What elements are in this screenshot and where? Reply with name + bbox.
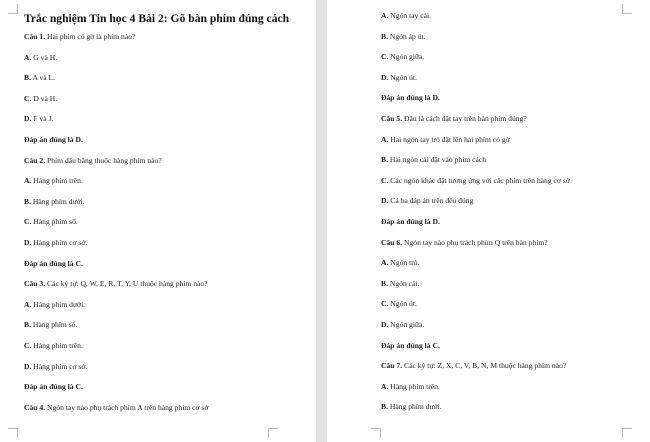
line-text: Hàng phím trên. [388, 381, 440, 391]
line-text: Cả ba đáp án trên đều đúng [388, 196, 474, 206]
line-text: D và H. [31, 93, 58, 103]
question-line [381, 320, 424, 330]
line-text: Ngón út. [388, 72, 417, 82]
line-text: Ngón giữa. [388, 320, 425, 329]
line-label: Câu 2. [24, 155, 46, 165]
line-text: Ngón tay nào phụ trách phím Q trên bàn phím? [402, 237, 548, 247]
line-text: Ngón út. [388, 299, 417, 309]
line-label: A. [381, 258, 389, 268]
line-text: Hàng phím dưới. [387, 402, 442, 412]
question-line [381, 238, 548, 248]
question-line [24, 362, 87, 372]
line-label: B. [381, 278, 388, 288]
document-page-right [327, 0, 650, 442]
line-label: Câu 1. [24, 32, 46, 41]
question-line [24, 217, 78, 227]
question-line [24, 238, 87, 248]
line-label: Đáp án đúng là D. [24, 135, 83, 144]
line-label: C. [381, 299, 389, 309]
question-line [381, 73, 417, 83]
question-line [381, 361, 566, 371]
question-line [24, 279, 208, 289]
line-label: A. [381, 11, 389, 20]
line-text: Hàng phím dưới. [30, 196, 85, 206]
question-line [381, 93, 440, 103]
line-label: A. [24, 176, 32, 186]
line-label: A. [24, 52, 32, 62]
line-text: Hai ngón cái đặt vào phím cách [387, 155, 487, 165]
line-label: Câu 3. [24, 279, 46, 289]
line-label: Câu 5. [381, 114, 403, 123]
question-line [24, 382, 83, 392]
line-label: B. [381, 155, 388, 165]
line-label: C. [24, 217, 32, 227]
page-gap [316, 0, 327, 442]
line-label: D. [381, 320, 389, 329]
line-text: Các ký tự: Q, W, E, R, T, Y, U thuộc hàng phím nào? [45, 279, 208, 289]
question-line [381, 402, 442, 412]
line-label: Đáp án đúng là C. [381, 340, 440, 350]
line-text: Hàng phím cơ sở. [31, 361, 88, 371]
question-line [381, 114, 527, 124]
question-line [24, 53, 57, 63]
line-label: C. [381, 175, 389, 185]
question-line [381, 217, 440, 227]
line-text: Hai ngón tay trỏ đặt lên hai phím có gờ [388, 134, 510, 144]
question-line [24, 73, 55, 83]
line-text: A và L. [30, 73, 56, 83]
line-label: Câu 4. [24, 402, 46, 412]
line-label: D. [24, 361, 32, 371]
line-label: D. [24, 114, 32, 124]
question-line [381, 279, 419, 289]
line-label: A. [381, 134, 389, 144]
question-line [381, 341, 440, 351]
question-line [24, 403, 208, 413]
line-label: Câu 6. [381, 237, 403, 247]
line-label: D. [381, 196, 389, 206]
line-text: Ngón giữa. [388, 52, 425, 62]
line-text: F và J. [31, 114, 54, 124]
line-text: Ngón trỏ. [388, 258, 420, 268]
line-text: Phím dấu bằng thuộc hàng phím nào? [45, 155, 162, 165]
line-text: Hàng phím số. [30, 320, 78, 330]
question-line [24, 135, 83, 145]
page-corner-mark [622, 4, 632, 14]
question-line [381, 52, 424, 62]
page-corner-mark [622, 428, 632, 438]
question-line [381, 382, 440, 392]
line-text: Hàng phím cơ sở. [31, 238, 88, 247]
line-text: Ngón tay cái. [388, 11, 431, 20]
line-text: Ngón cái. [387, 278, 420, 288]
line-label: B. [24, 73, 31, 83]
line-label: Đáp án đúng là C. [24, 258, 83, 268]
line-text: Các ngón khác đặt tương ứng với các phím trên hàng cơ sở [388, 175, 570, 185]
question-line [24, 32, 135, 42]
line-label: Đáp án đúng là C. [24, 382, 83, 392]
line-label: C. [24, 93, 32, 103]
page-corner-mark [8, 4, 18, 14]
question-line [24, 114, 53, 124]
line-text: G và H. [31, 52, 58, 62]
line-label: B. [381, 402, 388, 412]
question-line [24, 341, 83, 351]
line-label: B. [24, 196, 31, 206]
question-line [381, 258, 419, 268]
line-label: D. [24, 238, 32, 247]
line-text: Ngón tay nào phụ trách phím A trên hàng phím cơ sở [45, 402, 209, 412]
page-corner-mark [268, 428, 278, 438]
line-label: D. [381, 72, 389, 82]
line-label: B. [24, 320, 31, 330]
line-text: Hàng phím trên. [31, 176, 83, 186]
question-line [381, 176, 570, 186]
line-text: Đâu là cách đặt tay trên bàn phím đúng? [402, 114, 527, 123]
question-line [24, 156, 162, 166]
question-line [24, 197, 85, 207]
line-text: Hàng phím trên. [31, 341, 83, 350]
page-corner-mark [8, 428, 18, 438]
document-page-left [0, 0, 316, 442]
document-title: Trắc nghiệm Tin học 4 Bài 2: Gõ bàn phím đúng cách [24, 12, 290, 25]
line-label: Đáp án đúng là D. [381, 217, 440, 226]
line-label: Câu 7. [381, 361, 403, 371]
question-line [381, 11, 431, 21]
line-label: C. [24, 341, 32, 350]
line-label: B. [381, 31, 388, 41]
question-line [24, 94, 57, 104]
line-label: A. [24, 299, 32, 309]
question-line [381, 32, 426, 42]
question-line [381, 135, 510, 145]
line-text: Hàng phím số. [31, 217, 78, 227]
line-label: C. [381, 52, 389, 62]
question-line [381, 196, 473, 206]
line-label: Đáp án đúng là D. [381, 93, 440, 103]
line-label: A. [381, 381, 389, 391]
question-line [24, 259, 83, 269]
page-corner-mark [371, 428, 381, 438]
line-text: Hàng phím dưới. [31, 299, 86, 309]
question-line [381, 155, 486, 165]
line-text: Hai phím có gờ là phím nào? [45, 32, 136, 41]
question-line [24, 300, 85, 310]
question-line [381, 299, 417, 309]
question-line [24, 320, 77, 330]
question-line [24, 176, 83, 186]
line-text: Các ký tự: Z, X, C, V, B, N, M thuộc hàng phím nào? [402, 361, 567, 371]
line-text: Ngón áp út. [387, 31, 426, 41]
